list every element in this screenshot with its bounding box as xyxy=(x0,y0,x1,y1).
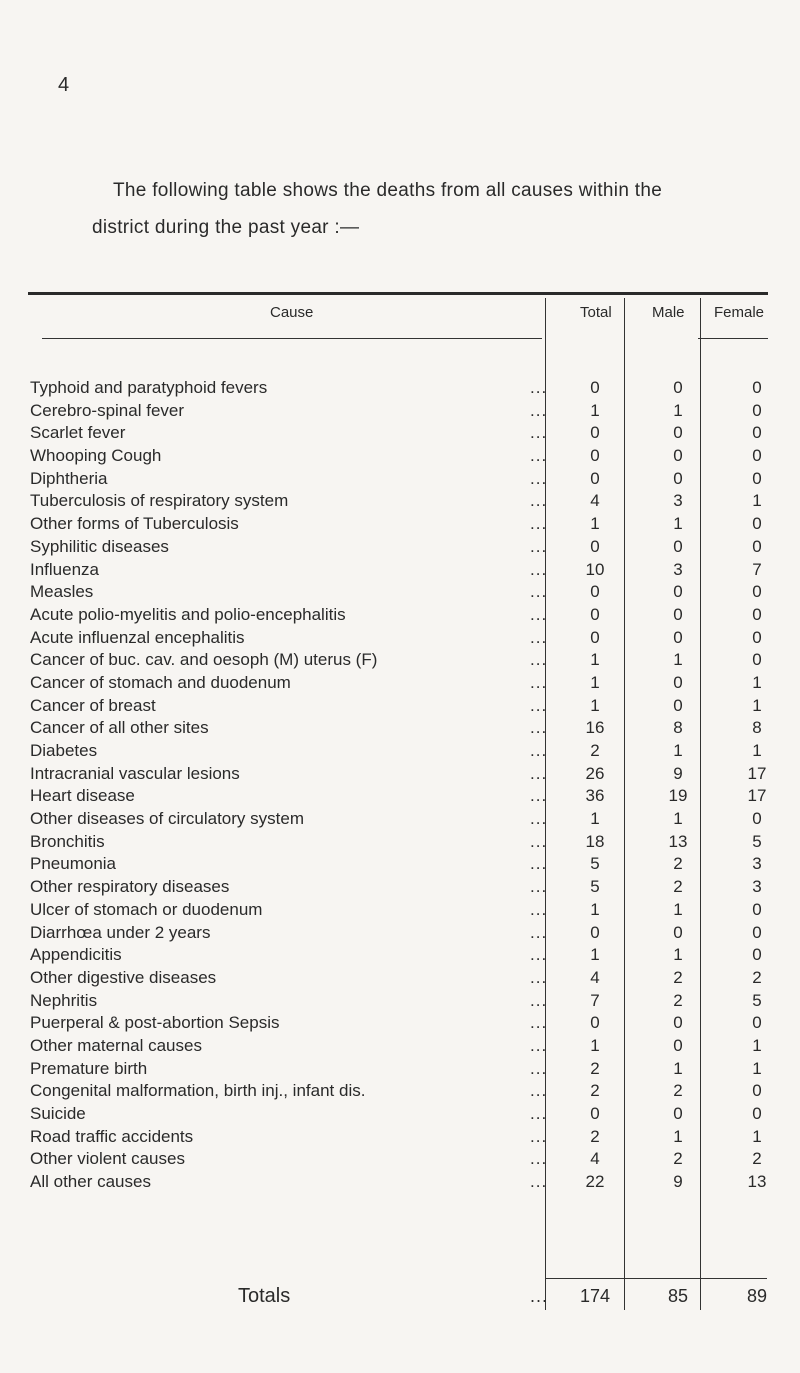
table-top-rule xyxy=(28,292,768,295)
cause-cell: Other diseases of circulatory system xyxy=(30,809,304,829)
cause-cell: Premature birth xyxy=(30,1058,148,1078)
male-cell: 1 xyxy=(673,650,683,670)
leader-dots: ... xyxy=(530,627,548,647)
leader-dots: ... xyxy=(530,1081,548,1101)
male-cell: 0 xyxy=(673,378,683,397)
female-cell: 2 xyxy=(752,967,762,987)
leader-dots: ... xyxy=(530,718,548,738)
total-cell: 1 xyxy=(590,899,600,919)
female-cell: 1 xyxy=(752,672,762,692)
table-row xyxy=(30,1171,770,1194)
female-cell: 0 xyxy=(752,582,762,602)
leader-dots: ... xyxy=(530,491,548,511)
total-cell: 0 xyxy=(590,378,600,397)
cause-cell: Other digestive diseases xyxy=(30,967,217,987)
table-row xyxy=(30,422,770,445)
leader-dots: ... xyxy=(530,514,548,534)
cause-cell: Other respiratory diseases xyxy=(30,877,230,897)
total-cell: 1 xyxy=(590,514,600,534)
total-cell: 26 xyxy=(585,763,605,783)
table-row xyxy=(30,808,770,831)
leader-dots: ... xyxy=(530,650,548,670)
total-cell: 16 xyxy=(585,718,605,738)
total-cell: 2 xyxy=(590,1126,600,1146)
total-cell: 0 xyxy=(590,423,600,443)
totals-male: 85 xyxy=(667,1286,689,1306)
intro-text xyxy=(92,172,772,246)
male-cell: 1 xyxy=(673,400,683,420)
leader-dots: ... xyxy=(530,582,548,602)
cause-cell: Other violent causes xyxy=(30,1149,185,1169)
table-row xyxy=(30,785,770,808)
cause-cell: Road traffic accidents xyxy=(30,1126,194,1146)
total-cell: 0 xyxy=(590,1104,600,1123)
cause-cell: Tuberculosis of respiratory system xyxy=(30,491,289,511)
total-cell: 1 xyxy=(590,672,600,692)
header-underline-cause xyxy=(42,338,542,339)
male-cell: 0 xyxy=(673,604,683,624)
leader-dots: ... xyxy=(530,423,548,443)
table-row xyxy=(30,649,770,672)
male-cell: 1 xyxy=(673,1126,683,1146)
male-cell: 3 xyxy=(673,559,683,579)
page-number: 4 xyxy=(58,74,70,96)
cause-cell: Whooping Cough xyxy=(30,446,162,466)
male-cell: 0 xyxy=(673,1035,683,1055)
total-cell: 0 xyxy=(590,922,600,942)
male-cell: 13 xyxy=(668,831,688,851)
table-row xyxy=(30,695,770,718)
table-row xyxy=(30,468,770,491)
total-cell: 1 xyxy=(590,695,600,715)
leader-dots: ... xyxy=(530,672,548,692)
male-cell: 1 xyxy=(673,945,683,965)
table-row xyxy=(30,1126,770,1149)
table-row xyxy=(30,740,770,763)
female-cell: 0 xyxy=(752,604,762,624)
leader-dots: ... xyxy=(530,559,548,579)
cause-cell: Influenza xyxy=(30,559,99,579)
total-cell: 2 xyxy=(590,1058,600,1078)
male-cell: 1 xyxy=(673,809,683,829)
male-cell: 1 xyxy=(673,741,683,760)
female-cell: 0 xyxy=(752,1013,762,1033)
total-cell: 5 xyxy=(590,877,600,897)
female-cell: 0 xyxy=(752,1081,762,1101)
total-cell: 1 xyxy=(590,650,600,670)
table-row xyxy=(30,1080,770,1103)
total-cell: 36 xyxy=(585,786,605,806)
cause-cell: Diarrhœa under 2 years xyxy=(30,922,211,942)
total-cell: 1 xyxy=(590,400,600,420)
leader-dots: ... xyxy=(530,446,548,466)
male-cell: 0 xyxy=(673,423,683,443)
female-cell: 0 xyxy=(752,423,762,443)
leader-dots: ... xyxy=(530,763,548,783)
cause-cell: Measles xyxy=(30,582,94,602)
header-cause: Cause xyxy=(270,304,314,321)
cause-cell: Cancer of all other sites xyxy=(30,718,209,738)
male-cell: 9 xyxy=(673,763,683,783)
total-cell: 0 xyxy=(590,536,600,556)
female-cell: 7 xyxy=(752,559,762,579)
male-cell: 8 xyxy=(673,718,683,738)
cause-cell: Cancer of breast xyxy=(30,695,156,715)
leader-dots: ... xyxy=(530,1013,548,1033)
leader-dots: ... xyxy=(530,899,548,919)
table-row xyxy=(30,581,770,604)
header-total: Total xyxy=(580,304,612,321)
header-underline-female xyxy=(698,338,768,339)
totals-rule xyxy=(545,1278,767,1279)
intro-line-1: The following table shows the deaths from all causes within the xyxy=(113,180,663,201)
table-row xyxy=(30,627,770,650)
leader-dots: ... xyxy=(530,1172,548,1192)
leader-dots: ... xyxy=(530,877,548,897)
table-row xyxy=(30,990,770,1013)
female-cell: 13 xyxy=(747,1172,767,1192)
cause-cell: Bronchitis xyxy=(30,831,105,851)
female-cell: 0 xyxy=(752,400,762,420)
table-row xyxy=(30,1035,770,1058)
cause-cell: Heart disease xyxy=(30,786,135,806)
female-cell: 0 xyxy=(752,650,762,670)
total-cell: 0 xyxy=(590,627,600,647)
male-cell: 0 xyxy=(673,695,683,715)
female-cell: 1 xyxy=(752,1035,762,1055)
total-cell: 7 xyxy=(590,990,600,1010)
deaths-table xyxy=(30,377,770,1194)
table-row xyxy=(30,1012,770,1035)
male-cell: 0 xyxy=(673,582,683,602)
leader-dots: ... xyxy=(530,1104,548,1123)
leader-dots: ... xyxy=(530,831,548,851)
table-row xyxy=(30,490,770,513)
male-cell: 0 xyxy=(673,922,683,942)
leader-dots: ... xyxy=(530,604,548,624)
table-row xyxy=(30,831,770,854)
leader-dots: ... xyxy=(530,695,548,715)
female-cell: 0 xyxy=(752,468,762,488)
male-cell: 1 xyxy=(673,1058,683,1078)
table-row xyxy=(30,967,770,990)
cause-cell: Other forms of Tuberculosis xyxy=(30,514,239,534)
female-cell: 3 xyxy=(752,877,762,897)
table-row xyxy=(30,922,770,945)
total-cell: 1 xyxy=(590,945,600,965)
total-cell: 2 xyxy=(590,741,600,760)
total-cell: 4 xyxy=(590,1149,600,1169)
female-cell: 0 xyxy=(752,378,762,397)
female-cell: 5 xyxy=(752,990,762,1010)
leader-dots: ... xyxy=(530,945,548,965)
female-cell: 1 xyxy=(752,1058,762,1078)
total-cell: 0 xyxy=(590,468,600,488)
total-cell: 0 xyxy=(590,582,600,602)
male-cell: 0 xyxy=(673,446,683,466)
leader-dots: ... xyxy=(530,378,548,397)
cause-cell: Syphilitic diseases xyxy=(30,536,169,556)
total-cell: 0 xyxy=(590,604,600,624)
table-row xyxy=(30,1148,770,1171)
leader-dots: ... xyxy=(530,990,548,1010)
female-cell: 1 xyxy=(752,741,762,760)
leader-dots: ... xyxy=(530,1126,548,1146)
totals-total: 174 xyxy=(579,1286,611,1306)
cause-cell: All other causes xyxy=(30,1172,151,1192)
total-cell: 0 xyxy=(590,1013,600,1033)
table-row xyxy=(30,536,770,559)
male-cell: 0 xyxy=(673,536,683,556)
cause-cell: Cerebro-spinal fever xyxy=(30,400,185,420)
male-cell: 0 xyxy=(673,672,683,692)
female-cell: 1 xyxy=(752,491,762,511)
table-row xyxy=(30,672,770,695)
female-cell: 17 xyxy=(747,786,767,806)
female-cell: 5 xyxy=(752,831,762,851)
table-row xyxy=(30,559,770,582)
female-cell: 0 xyxy=(752,899,762,919)
leader-dots: ... xyxy=(530,967,548,987)
male-cell: 2 xyxy=(673,990,683,1010)
cause-cell: Scarlet fever xyxy=(30,423,126,443)
leader-dots: ... xyxy=(530,1035,548,1055)
female-cell: 0 xyxy=(752,1104,762,1123)
male-cell: 0 xyxy=(673,1013,683,1033)
female-cell: 8 xyxy=(752,718,762,738)
male-cell: 2 xyxy=(673,854,683,874)
cause-cell: Ulcer of stomach or duodenum xyxy=(30,899,263,919)
cause-cell: Cancer of stomach and duodenum xyxy=(30,672,291,692)
female-cell: 3 xyxy=(752,854,762,874)
leader-dots: ... xyxy=(530,809,548,829)
header-male: Male xyxy=(652,304,685,321)
male-cell: 19 xyxy=(668,786,688,806)
cause-cell: Suicide xyxy=(30,1104,86,1123)
cause-cell: Acute influenzal encephalitis xyxy=(30,627,245,647)
leader-dots: ... xyxy=(530,536,548,556)
header-female: Female xyxy=(714,304,765,321)
male-cell: 1 xyxy=(673,514,683,534)
cause-cell: Cancer of buc. cav. and oesoph (M) uterus (F) xyxy=(30,650,378,670)
cause-cell: Puerperal & post-abortion Sepsis xyxy=(30,1013,280,1033)
female-cell: 0 xyxy=(752,922,762,942)
female-cell: 0 xyxy=(752,945,762,965)
female-cell: 17 xyxy=(747,763,767,783)
male-cell: 2 xyxy=(673,1081,683,1101)
table-row xyxy=(30,763,770,786)
cause-cell: Diabetes xyxy=(30,741,98,760)
male-cell: 9 xyxy=(673,1172,683,1192)
male-cell: 2 xyxy=(673,1149,683,1169)
table-row xyxy=(30,717,770,740)
table-row xyxy=(30,1058,770,1081)
table-row xyxy=(30,445,770,468)
total-cell: 1 xyxy=(590,809,600,829)
table-row xyxy=(30,853,770,876)
male-cell: 2 xyxy=(673,967,683,987)
female-cell: 0 xyxy=(752,446,762,466)
male-cell: 1 xyxy=(673,899,683,919)
leader-dots: ... xyxy=(530,854,548,874)
cause-cell: Acute polio-myelitis and polio-encephalitis xyxy=(30,604,346,624)
table-row xyxy=(30,604,770,627)
table-row xyxy=(30,899,770,922)
table-row xyxy=(30,1103,770,1126)
male-cell: 0 xyxy=(673,1104,683,1123)
totals-label: Totals xyxy=(238,1285,291,1307)
table-row xyxy=(30,876,770,899)
female-cell: 0 xyxy=(752,627,762,647)
female-cell: 0 xyxy=(752,809,762,829)
table-row xyxy=(30,944,770,967)
cause-cell: Congenital malformation, birth inj., infant dis. xyxy=(30,1081,366,1101)
leader-dots: ... xyxy=(530,786,548,806)
male-cell: 2 xyxy=(673,877,683,897)
total-cell: 10 xyxy=(585,559,605,579)
male-cell: 3 xyxy=(673,491,683,511)
table-row xyxy=(30,513,770,536)
leader-dots: ... xyxy=(530,922,548,942)
total-cell: 4 xyxy=(590,491,600,511)
female-cell: 1 xyxy=(752,1126,762,1146)
cause-cell: Diphtheria xyxy=(30,468,108,488)
cause-cell: Other maternal causes xyxy=(30,1035,202,1055)
leader-dots: ... xyxy=(530,1058,548,1078)
intro-line-2: district during the past year :— xyxy=(92,217,360,238)
cause-cell: Intracranial vascular lesions xyxy=(30,763,240,783)
female-cell: 2 xyxy=(752,1149,762,1169)
total-cell: 18 xyxy=(585,831,605,851)
total-cell: 2 xyxy=(590,1081,600,1101)
female-cell: 1 xyxy=(752,695,762,715)
cause-cell: Nephritis xyxy=(30,990,98,1010)
male-cell: 0 xyxy=(673,627,683,647)
total-cell: 0 xyxy=(590,446,600,466)
table-row xyxy=(30,377,770,400)
male-cell: 0 xyxy=(673,468,683,488)
cause-cell: Pneumonia xyxy=(30,854,117,874)
cause-cell: Typhoid and paratyphoid fevers xyxy=(30,378,268,397)
leader-dots: ... xyxy=(530,1149,548,1169)
totals-dots: ... xyxy=(530,1286,549,1306)
total-cell: 22 xyxy=(585,1172,605,1192)
totals-female: 89 xyxy=(746,1286,768,1306)
table-row xyxy=(30,400,770,423)
female-cell: 0 xyxy=(752,536,762,556)
totals-row xyxy=(30,1284,770,1308)
female-cell: 0 xyxy=(752,514,762,534)
leader-dots: ... xyxy=(530,741,548,760)
total-cell: 1 xyxy=(590,1035,600,1055)
total-cell: 5 xyxy=(590,854,600,874)
total-cell: 4 xyxy=(590,967,600,987)
leader-dots: ... xyxy=(530,400,548,420)
leader-dots: ... xyxy=(530,468,548,488)
cause-cell: Appendicitis xyxy=(30,945,122,965)
